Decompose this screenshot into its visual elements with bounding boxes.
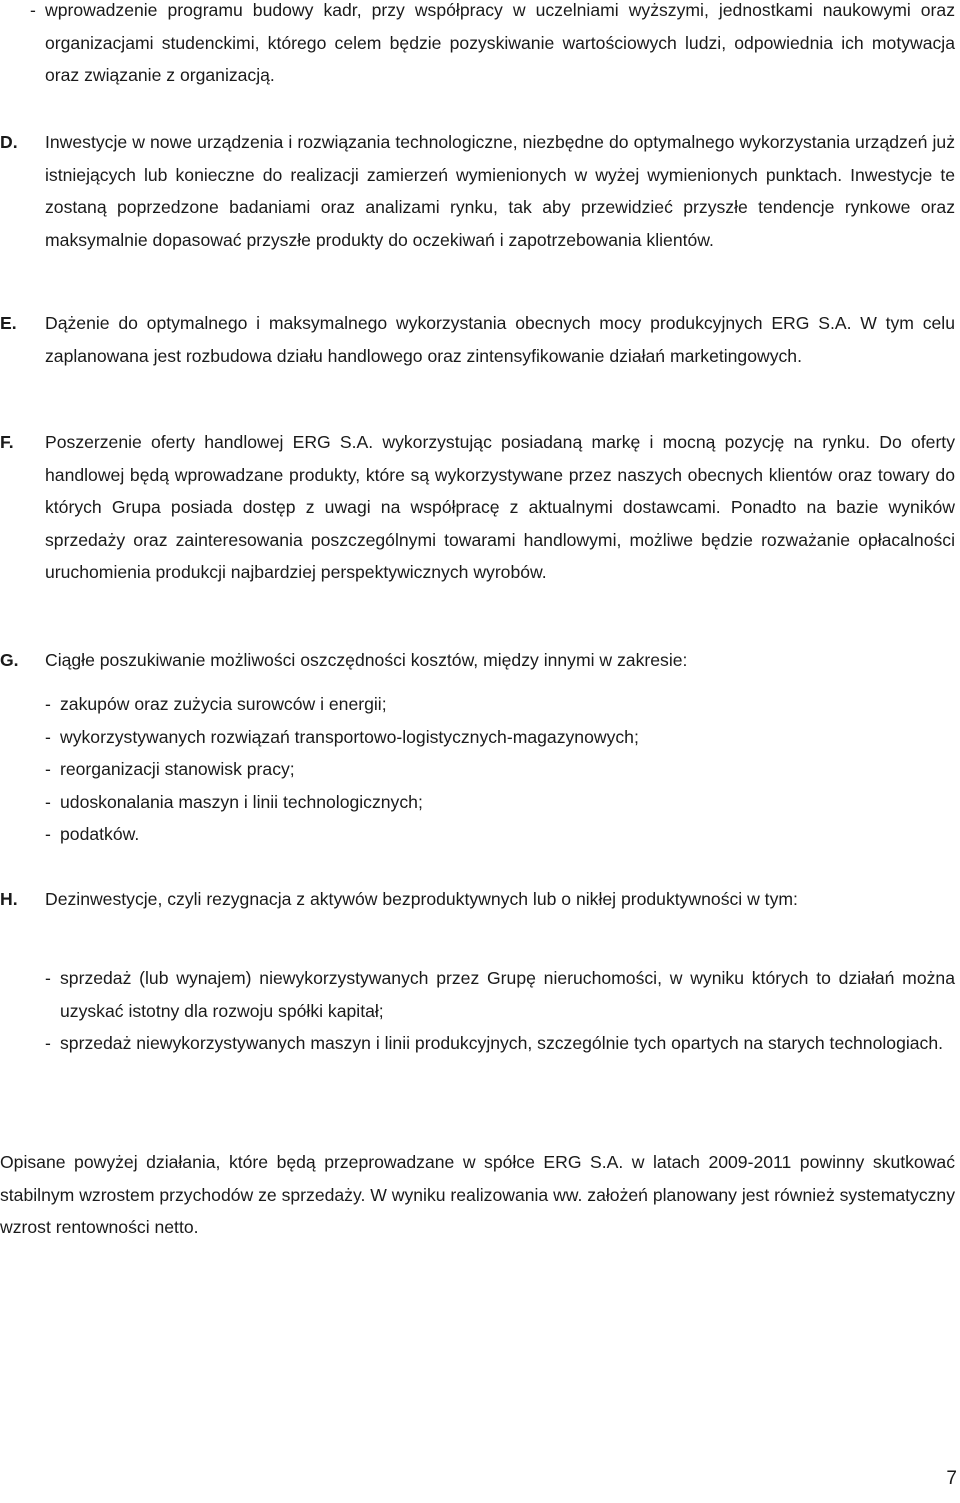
list-item: [45, 786, 955, 819]
list-dash: -: [45, 824, 51, 844]
intro-text: wprowadzenie programu budowy kadr, przy współpracy w uczelniami wyższymi, jednostkami naukowymi oraz organizacjami studenckimi, którego celem będzie pozyskiwanie wartościowych ludzi, odpowiednia ich motywacja oraz związanie z organizacją.: [45, 0, 955, 85]
list-item: [45, 1027, 955, 1060]
section-g: [0, 644, 955, 677]
list-item-text: reorganizacji stanowisk pracy;: [60, 759, 295, 779]
section-d-text: Inwestycje w nowe urządzenia i rozwiązania technologiczne, niezbędne do optymalnego wykorzystania urządzeń już istniejących lub konieczne do realizacji zamierzeń wymienionych w wyżej wymienionych punktach. Inwestycje te zostaną poprzedzone badaniami oraz analizami rynku, tak aby przewidzieć przyszłe tendencje rynkowe oraz maksymalnie dopasować przyszłe produkty do oczekiwań i zapotrzebowania klientów.: [45, 132, 955, 250]
list-item-text: zakupów oraz zużycia surowców i energii;: [60, 694, 387, 714]
section-f: [0, 426, 955, 589]
list-dash: -: [45, 759, 51, 779]
section-g-letter: G.: [0, 650, 19, 670]
closing-paragraph: Opisane powyżej działania, które będą przeprowadzane w spółce ERG S.A. w latach 2009-2011 powinny skutkować stabilnym wzrostem przychodów ze sprzedaży. W wyniku realizowania ww. założeń planowany jest również systematyczny wzrost rentowności netto.: [0, 1152, 955, 1237]
section-f-text: Poszerzenie oferty handlowej ERG S.A. wykorzystując posiadaną markę i mocną pozycję na rynku. Do oferty handlowej będą wprowadzane produkty, które są wykorzystywane przez naszych obecnych klientów oraz towary do których Grupa posiada dostęp z uwagi na współpracę z aktualnymi dostawcami. Ponadto na bazie wyników sprzedaży oraz zainteresowania poszczególnymi towarami handlowymi, możliwe będzie rozważanie opłacalności uruchomienia produkcji najbardziej perspektywicznych wyrobów.: [45, 432, 955, 582]
list-item-text: sprzedaż (lub wynajem) niewykorzystywanych przez Grupę nieruchomości, w wyniku których to działań można uzyskać istotny dla rozwoju spółki kapitał;: [60, 968, 955, 1021]
list-dash: -: [45, 726, 51, 747]
section-h: [0, 883, 955, 916]
list-dash: -: [45, 1033, 51, 1053]
list-item-text: wykorzystywanych rozwiązań transportowo-logistycznych-magazynowych;: [60, 726, 639, 747]
list-item: [45, 962, 955, 1027]
list-dash: -: [45, 694, 51, 714]
page-number: 7: [946, 1468, 957, 1489]
list-item: [45, 688, 955, 721]
section-g-list: [45, 688, 955, 851]
list-item-text: udoskonalania maszyn i linii technologicznych;: [60, 791, 423, 812]
list-dash: -: [45, 968, 51, 988]
list-item-text: sprzedaż niewykorzystywanych maszyn i linii produkcyjnych, szczególnie tych opartych na starych technologiach.: [60, 1033, 944, 1053]
list-dash: -: [45, 791, 51, 812]
intro-dash: -: [30, 0, 36, 20]
section-e-letter: E.: [0, 313, 17, 333]
section-f-letter: F.: [0, 432, 14, 452]
section-e-text: Dążenie do optymalnego i maksymalnego wykorzystania obecnych mocy produkcyjnych ERG S.A. W tym celu zaplanowana jest rozbudowa działu handlowego oraz zintensyfikowanie działań marketingowych.: [45, 313, 955, 366]
list-item: [45, 721, 955, 754]
section-h-list: [45, 962, 955, 1060]
section-d: [0, 126, 955, 256]
list-item: [45, 818, 955, 851]
section-g-text: Ciągłe poszukiwanie możliwości oszczędności kosztów, między innymi w zakresie:: [45, 650, 688, 670]
section-h-text: Dezinwestycje, czyli rezygnacja z aktywów bezproduktywnych lub o nikłej produktywności w tym:: [45, 889, 798, 909]
section-d-letter: D.: [0, 132, 18, 152]
section-h-letter: H.: [0, 889, 18, 909]
intro-bullet: [30, 0, 955, 92]
list-item-text: podatków.: [60, 824, 140, 844]
list-item: [45, 753, 955, 786]
section-e: [0, 307, 955, 372]
